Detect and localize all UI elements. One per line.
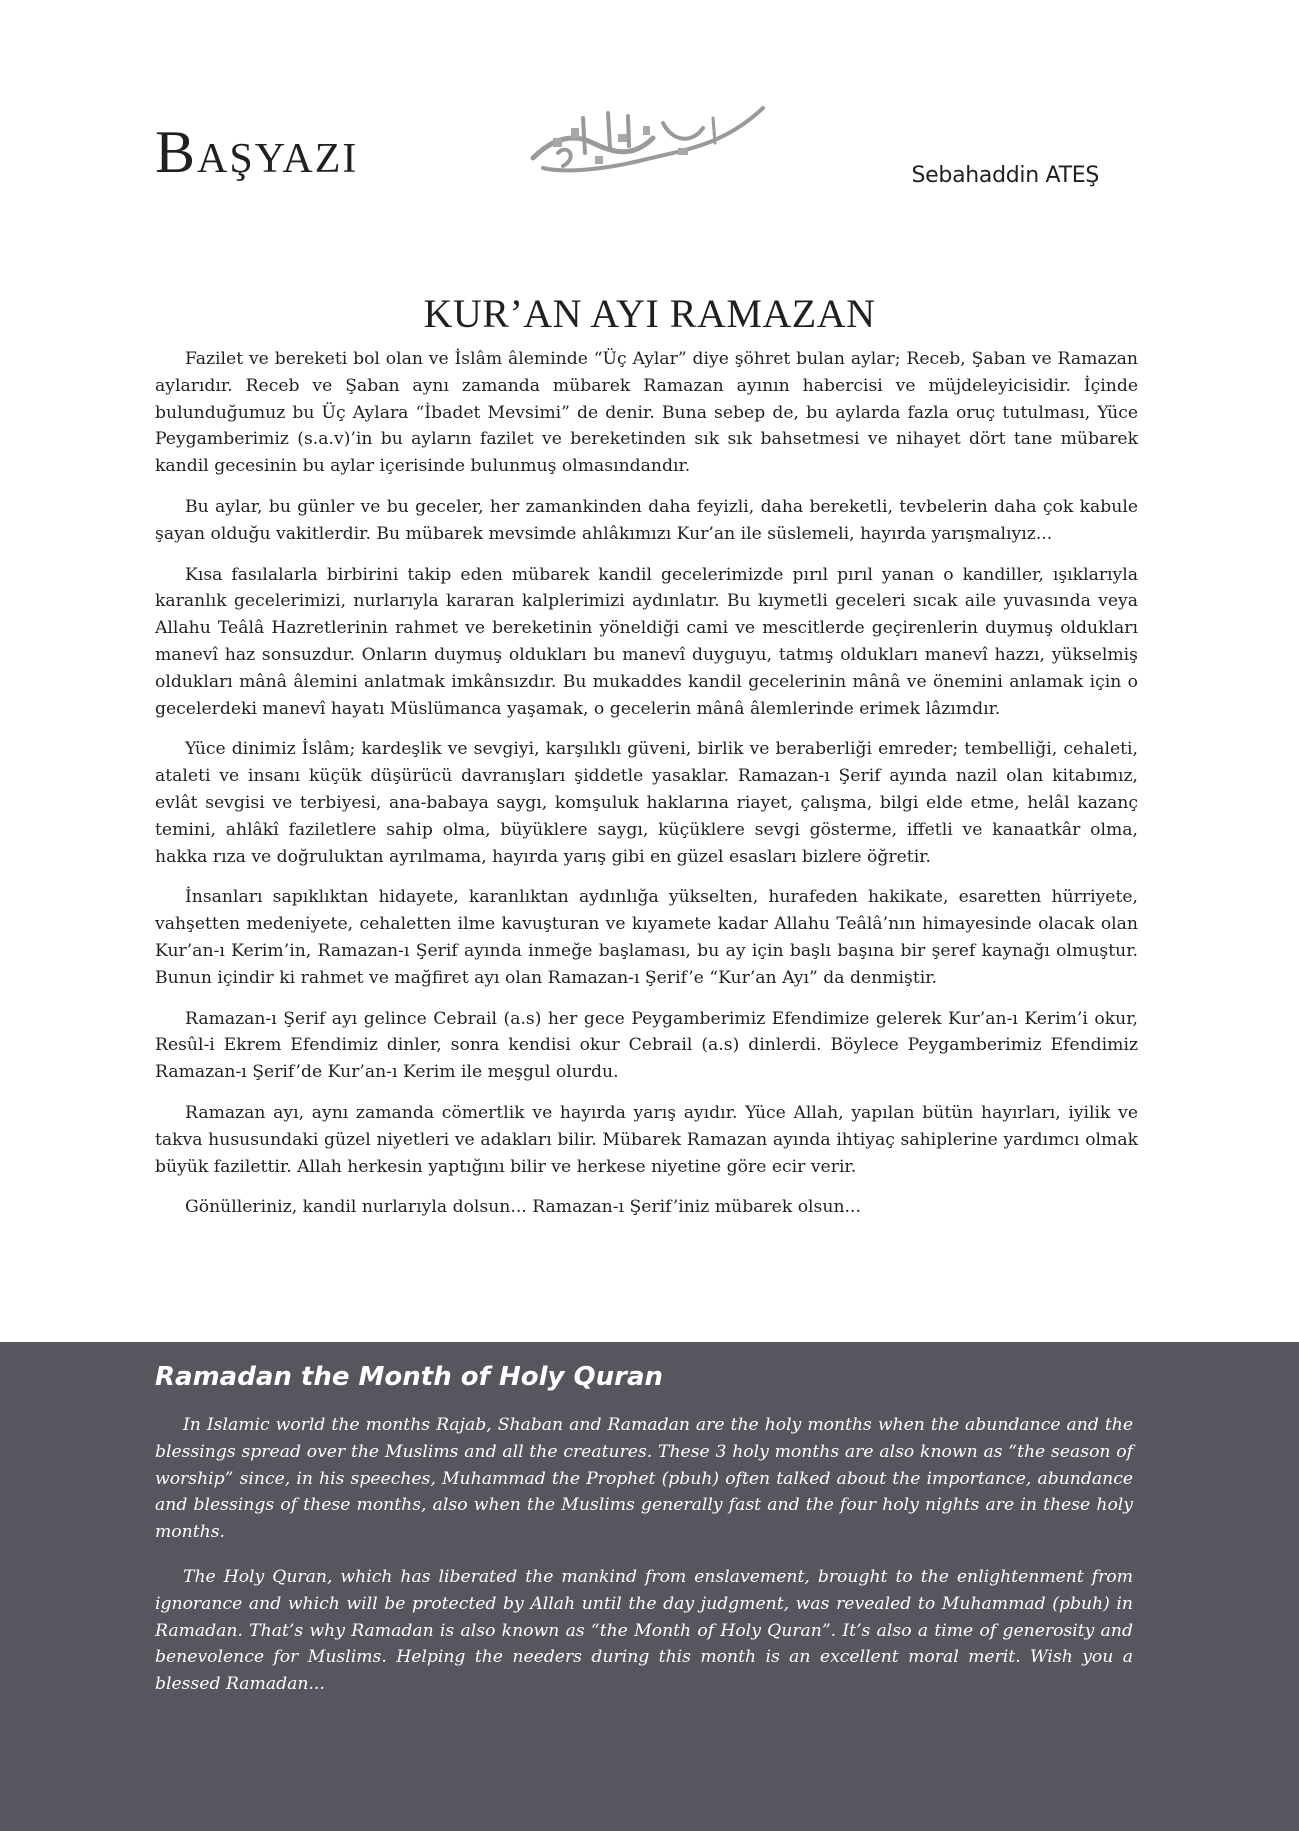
english-paragraph: In Islamic world the months Rajab, Shaban and Ramadan are the holy months when the abundance and the blessings spread over the Muslims and all the creatures. These 3 holy months are also known as “the season of worship” since, in his speeches, Muhammad the Prophet (pbuh) often talked about the importance, abundance and blessings of these months, also when the Muslims generally fast and the four holy nights are in these holy months. xyxy=(155,1415,1133,1543)
author-name: Sebahaddin ATEŞ xyxy=(911,163,1099,188)
paragraph: Yüce dinimiz İslâm; kardeşlik ve sevgiyi, karşılıklı güveni, birlik ve beraberliği emreder; tembelliği, cehaleti, ataleti ve insanı küçük düşürücü davranışları şiddetle yasaklar. Ramazan-ı Şerif ayında nazil olan kitabımız, evlât sevgisi ve terbiyesi, ana-babaya saygı, komşuluk haklarına riayet, çalışma, bilgi elde etme, helâl kazanç temini, ahlâkî faziletlere sahip olma, büyüklere saygı, küçüklere sevgi gösterme, iffetli ve kanaatkâr olma, hakka rıza ve doğruluktan ayrılmama, hayırda yarış gibi en güzel esasları bizlere öğretir. xyxy=(155,739,1138,867)
paragraph: Kısa fasılalarla birbirini takip eden mübarek kandil gecelerimizde pırıl pırıl yanan o kandiller, ışıklarıyla karanlık gecelerimizi, nurlarıyla kararan kalplerimizi aydınlatır. Bu kıymetli geceleri sıcak aile yuvasında veya Allahu Teâlâ Hazretlerinin rahmet ve bereketinin yöneldiği cami ve mescitlerde geçirenlerin duymuş oldukları manevî haz sonsuzdur. Onların duymuş oldukları bu manevî duyguyu, tatmış oldukları manevî hazzı, yükselmiş oldukları mânâ âlemini anlatmak imkânsızdır. Bu mukaddes kandil gecelerinin mânâ ve önemini anlamak için o gecelerdeki manevî hayatı Müslümanca yaşamak, o gecelerin mânâ âlemlerinde erimek lâzımdır. xyxy=(155,564,1138,719)
article-body xyxy=(155,346,1138,1235)
article-title: KUR’AN AYI RAMAZAN xyxy=(423,291,876,336)
paragraph: Ramazan ayı, aynı zamanda cömertlik ve hayırda yarış ayıdır. Yüce Allah, yapılan bütün hayırları, iyilik ve takva hususundaki güzel niyetleri ve adakları bilir. Mübarek Ramazan ayında ihtiyaç sahiplerine yardımcı olmak büyük fazilettir. Allah herkesin yaptığını bilir ve herkese niyetine göre ecir verir. xyxy=(155,1102,1138,1177)
english-summary-panel xyxy=(0,1342,1299,1831)
english-body xyxy=(155,1412,1133,1716)
paragraph: Bu aylar, bu günler ve bu geceler, her zamankinden daha feyizli, daha bereketli, tevbelerin daha çok kabule şayan olduğu vakitlerdir. Bu mübarek mevsimde ahlâkımızı Kur’an ile süslemeli, hayırda yarışmalıyız... xyxy=(155,496,1138,544)
paragraph: Fazilet ve bereketi bol olan ve İslâm âleminde “Üç Aylar” diye şöhret bulan aylar; Receb, Şaban ve Ramazan aylarıdır. Receb ve Şaban aynı zamanda mübarek Ramazan ayının habercisi ve müjdeleyicisidir. İçinde bulunduğumuz bu Üç Aylara “İbadet Mevsimi” de denir. Buna sebep de, bu aylarda fazla oruç tutulması, Yüce Peygamberimiz (s.a.v)’in bu ayların fazilet ve bereketinden sık sık bahsetmesi ve nihayet dört tane mübarek kandil gecesinin bu aylar içerisinde bulunmuş olmasındandır. xyxy=(155,349,1138,477)
paragraph: Ramazan-ı Şerif ayı gelince Cebrail (a.s) her gece Peygamberimiz Efendimize gelerek Kur’an-ı Kerim’i okur, Resûl-i Ekrem Efendimiz dinler, sonra kendisi okur Cebrail (a.s) dinlerdi. Böylece Peygamberimiz Efendimiz Ramazan-ı Şerif’de Kur’an-ı Kerim ile meşgul olurdu. xyxy=(155,1008,1138,1083)
basmala-calligraphy-icon xyxy=(523,98,773,183)
english-paragraph: The Holy Quran, which has liberated the mankind from enslavement, brought to the enlightenment from ignorance and which will be protected by Allah until the day judgment, was revealed to Muhammad (pbuh) in Ramadan. That’s why Ramadan is also known as “the Month of Holy Quran”. It’s also a time of generosity and benevolence for Muslims. Helping the needers during this month is an excellent moral merit. Wish you a blessed Ramadan... xyxy=(155,1566,1133,1695)
page-header xyxy=(0,0,1299,260)
paragraph: Gönülleriniz, kandil nurlarıyla dolsun... Ramazan-ı Şerif’iniz mübarek olsun... xyxy=(185,1197,861,1218)
section-title: Başyazı xyxy=(155,119,359,185)
paragraph: İnsanları sapıklıktan hidayete, karanlıktan aydınlığa yükselten, hurafeden hakikate, esaretten hürriyete, vahşetten medeniyete, cehaletten ilme kavuşturan ve kıyamete kadar Allahu Teâlâ’nın himayesinde olacak olan Kur’an-ı Kerim’in, Ramazan-ı Şerif ayında inmeğe başlaması, bu ay için başlı başına bir şeref kaynağı olmuştur. Bunun içindir ki rahmet ve mağfiret ayı olan Ramazan-ı Şerif’e “Kur’an Ayı” da denmiştir. xyxy=(155,887,1138,988)
english-title: Ramadan the Month of Holy Quran xyxy=(155,1362,664,1392)
